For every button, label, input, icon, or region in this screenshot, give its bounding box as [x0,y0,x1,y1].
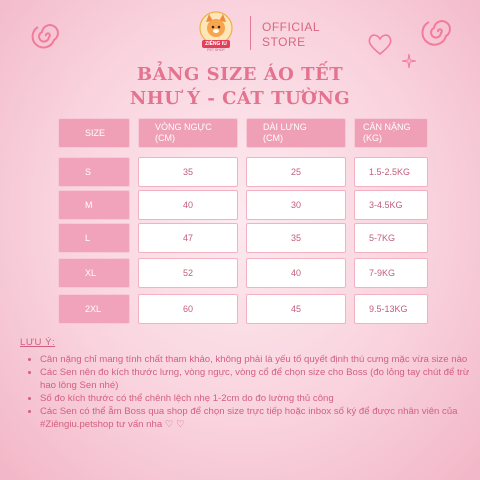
back-cell: 45 [246,294,346,324]
table-header-row [58,118,428,148]
header-size-label: SIZE [85,128,106,138]
chest-cell: 52 [138,258,238,288]
back-cell: 25 [246,157,346,187]
list-item: • Các Sen nên đo kích thước lưng, vòng ngực, vòng cổ để chọn size cho Boss (đo lỏng tay chút để trừ hao lông Sen nhé) [40,366,470,392]
chest-cell: 40 [138,190,238,220]
list-item: • Số đo kích thước có thể chênh lệch nhẹ 1-2cm do đo lường thủ công [40,392,470,405]
header-divider [250,16,251,50]
page-subtitle: NHƯ Ý - CÁT TƯỜNG [129,88,351,109]
official-store-label [262,20,320,50]
notes-list [20,353,470,431]
size-cell: S [58,157,130,187]
table-row [58,223,428,253]
table-row [58,258,428,288]
header-weight-label: CÂN NẶNG [363,122,411,132]
header-back [246,118,346,148]
size-cell: M [58,190,130,220]
brand-sub: PET SHOP [207,48,225,52]
page-title: BẢNG SIZE ÁO TẾT [136,64,344,85]
weight-cell: 9.5-13KG [354,294,428,324]
official-text: OFFICIAL [262,20,321,34]
chest-cell: 47 [138,223,238,253]
chest-cell: 35 [138,157,238,187]
header [0,8,480,56]
table-row [58,190,428,220]
table-row [58,294,428,324]
size-cell: 2XL [58,294,130,324]
list-item: • Các Sen có thể ẵm Boss qua shop để chọn size trực tiếp hoặc inbox số ký để được nhân viên của #Ziêngiu.petshop tư vấn nha ♡ ♡ [40,405,470,431]
header-chest [138,118,238,148]
weight-cell: 5-7KG [354,223,428,253]
header-back-unit: (CM) [263,133,283,143]
size-cell: L [58,223,130,253]
weight-cell: 3-4.5KG [354,190,428,220]
notes-section [20,336,470,431]
header-back-label: DÀI LƯNG [263,122,307,132]
brand-name: ZIÊNG IU [205,41,227,47]
header-chest-unit: (CM) [155,133,175,143]
header-chest-label: VÒNG NGỰC [155,122,212,132]
header-size [58,118,130,148]
table-row [58,157,428,187]
size-cell: XL [58,258,130,288]
weight-cell: 7-9KG [354,258,428,288]
list-item: • Cân nặng chỉ mang tính chất tham khảo, không phải là yếu tố quyết định thú cưng mặc vừa size nào [40,353,470,366]
back-cell: 30 [246,190,346,220]
weight-cell: 1.5-2.5KG [354,157,428,187]
notes-title: LƯU Ý: [20,337,56,348]
header-weight-unit: (KG) [363,133,382,143]
header-weight [354,118,428,148]
back-cell: 35 [246,223,346,253]
back-cell: 40 [246,258,346,288]
store-text: STORE [262,35,306,49]
chest-cell: 60 [138,294,238,324]
